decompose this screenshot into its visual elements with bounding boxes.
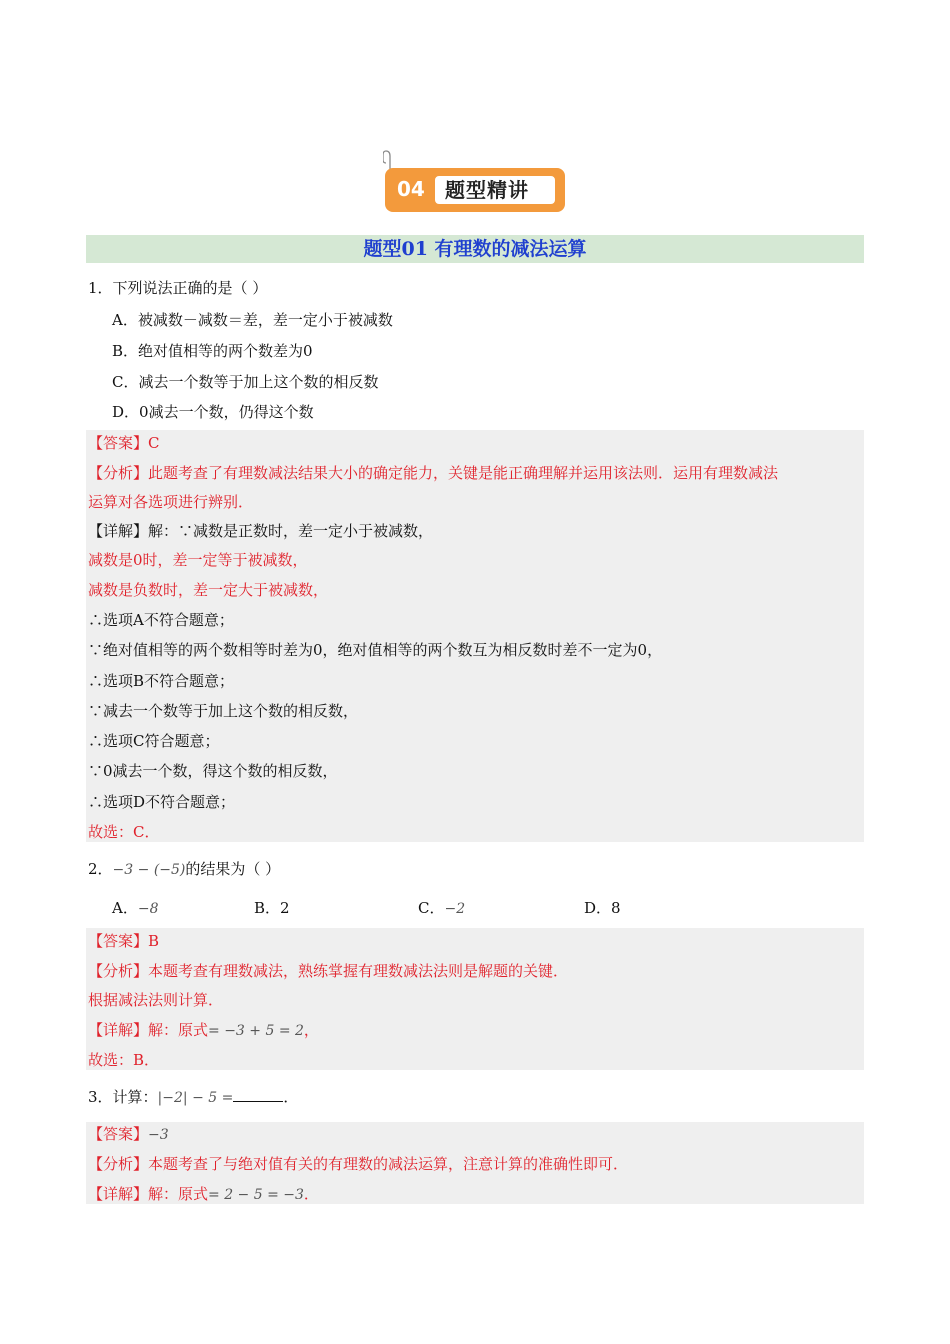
- section-title: 题型01 有理数的减法运算: [86, 235, 864, 263]
- q1-detail-line: ∴选项A不符合题意；: [88, 611, 234, 629]
- q3-answer-blank[interactable]: [233, 1088, 283, 1102]
- q1-detail-line: ∴选项C符合题意；: [88, 732, 220, 750]
- q1-option-c: C．减去一个数等于加上这个数的相反数: [112, 373, 379, 391]
- q2-answer: 【答案】B: [88, 932, 160, 950]
- q3-detail-expression: = 2 − 5 = −3: [208, 1187, 304, 1203]
- q1-detail-line: 减数是0时，差一定等于被减数，: [88, 551, 308, 569]
- q1-option-a: A．被减数－减数＝差，差一定小于被减数: [112, 311, 393, 329]
- badge-number: 04: [397, 177, 425, 201]
- q1-analysis-line2: 运算对各选项进行辨别．: [88, 493, 254, 511]
- q2-analysis: 【分析】本题考查有理数减法，熟练掌握有理数减法法则是解题的关键．: [88, 962, 569, 980]
- q3-answer: 【答案】−3: [88, 1125, 169, 1143]
- q2-option-c: C．−2: [418, 899, 466, 917]
- q2-option-b: B．2: [254, 899, 290, 917]
- q2-detail: 【详解】解：原式= −3 + 5 = 2，: [88, 1021, 319, 1039]
- q2-number: 2．: [88, 860, 113, 878]
- q3-expression: |−2| − 5 =: [157, 1090, 234, 1106]
- q2-expression: −3 − (−5): [112, 862, 186, 878]
- q1-detail-line: 【详解】解：∵减数是正数时，差一定小于被减数，: [88, 522, 434, 540]
- q2-detail-expression: = −3 + 5 = 2: [208, 1023, 304, 1039]
- q2-options: [112, 898, 852, 920]
- q1-detail-line: 减数是负数时，差一定大于被减数，: [88, 581, 329, 599]
- q1-choose: 故选：C．: [88, 823, 160, 841]
- section-badge: [385, 164, 569, 214]
- q2-stem: [88, 859, 280, 880]
- q3-answer-value: −3: [148, 1127, 169, 1143]
- q1-detail-line: ∴选项B不符合题意；: [88, 672, 235, 690]
- q1-option-b: B．绝对值相等的两个数差为0: [112, 342, 313, 360]
- q2-choose: 故选：B．: [88, 1051, 160, 1069]
- q1-stem: 1．下列说法正确的是（ ）: [88, 279, 268, 297]
- q1-detail-line: ∵0减去一个数，得这个数的相反数，: [88, 762, 338, 780]
- q2-option-a: A．−8: [112, 899, 159, 917]
- q2-stem-tail: 的结果为（ ）: [185, 860, 281, 878]
- q3-stem: 3．计算：|−2| − 5 = ．: [88, 1088, 299, 1106]
- badge-title: 题型精讲: [433, 174, 557, 206]
- q1-detail-line: ∴选项D不符合题意；: [88, 793, 236, 811]
- q2-option-d: D．8: [584, 899, 621, 917]
- q1-option-d: D．0减去一个数，仍得这个数: [112, 403, 314, 421]
- q1-detail-line: ∵减去一个数等于加上这个数的相反数，: [88, 702, 359, 720]
- q1-answer: 【答案】C: [88, 434, 160, 452]
- q2-analysis-line2: 根据减法法则计算．: [88, 991, 224, 1009]
- q3-analysis: 【分析】本题考查了与绝对值有关的有理数的减法运算，注意计算的准确性即可．: [88, 1155, 629, 1173]
- q1-analysis-line1: 【分析】此题考查了有理数减法结果大小的确定能力，关键是能正确理解并运用该法则．运用有理数减法: [88, 464, 779, 482]
- q3-detail: 【详解】解：原式= 2 − 5 = −3．: [88, 1185, 319, 1203]
- q1-detail-line: ∵绝对值相等的两个数相等时差为0，绝对值相等的两个数互为相反数时差不一定为0，: [88, 641, 663, 659]
